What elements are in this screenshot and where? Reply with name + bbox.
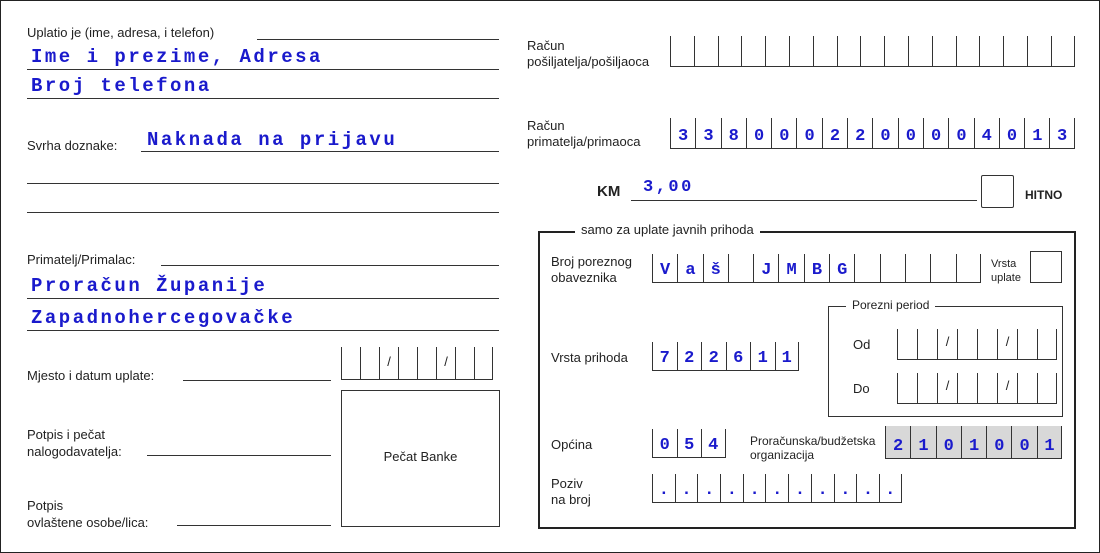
tax-id-char[interactable] <box>854 254 879 282</box>
recipient-account-digit[interactable]: 0 <box>872 118 897 148</box>
recipient-account-boxes[interactable] <box>670 118 1075 149</box>
period-from-separator: / <box>945 334 950 349</box>
municipality-digit[interactable]: 4 <box>701 429 726 457</box>
recipient-account-digit[interactable]: 3 <box>695 118 720 148</box>
tax-id-char[interactable]: B <box>804 254 829 282</box>
public-revenue-title: samo za uplate javnih prihoda <box>575 222 760 237</box>
amount-field[interactable]: 3,00 <box>643 178 694 197</box>
recipient-label-line <box>161 265 499 266</box>
auth-signature-label-2: ovlaštene osobe/lica: <box>27 515 149 530</box>
bank-stamp-box <box>341 390 500 527</box>
reference-char[interactable]: . <box>743 474 766 502</box>
date-cell[interactable] <box>455 347 474 379</box>
tax-id-label-2: obaveznika <box>551 270 617 285</box>
sender-account-label-2: pošiljatelja/pošiljaoca <box>527 54 650 69</box>
place-date-label: Mjesto i datum uplate: <box>27 368 155 383</box>
sender-account-digit[interactable] <box>932 36 956 66</box>
sender-account-digit[interactable] <box>813 36 837 66</box>
recipient-label: Primatelj/Primalac: <box>27 252 136 267</box>
client-signature-label-1: Potpis i pečat <box>27 427 106 442</box>
period-from-cell[interactable] <box>957 329 977 359</box>
recipient-account-label-1: Račun <box>527 118 565 133</box>
recipient-line2-field[interactable]: Zapadnohercegovačke <box>31 307 296 329</box>
reference-char[interactable]: . <box>834 474 857 502</box>
reference-char[interactable]: . <box>697 474 720 502</box>
reference-char[interactable]: . <box>811 474 834 502</box>
date-cell[interactable] <box>474 347 493 379</box>
recipient-account-digit[interactable]: 8 <box>721 118 746 148</box>
recipient-account-digit[interactable]: 0 <box>898 118 923 148</box>
purpose-label: Svrha doznake: <box>27 138 118 153</box>
sender-account-digit[interactable] <box>1003 36 1027 66</box>
urgent-checkbox[interactable] <box>981 175 1014 208</box>
tax-id-char[interactable]: M <box>778 254 803 282</box>
payer-line-2 <box>27 98 499 99</box>
period-to-cell[interactable] <box>977 373 997 403</box>
payment-type-box[interactable] <box>1030 251 1062 283</box>
period-from-boxes[interactable] <box>897 329 1057 360</box>
bank-stamp-label: Pečat Banke <box>383 449 458 464</box>
period-to-separator: / <box>1005 378 1010 393</box>
place-date-line <box>183 380 331 381</box>
revenue-type-boxes[interactable] <box>652 342 799 371</box>
purpose-field[interactable]: Naknada na prijavu <box>147 129 398 151</box>
revenue-type-digit[interactable]: 1 <box>750 342 775 370</box>
reference-char[interactable]: . <box>652 474 675 502</box>
revenue-type-digit[interactable]: 7 <box>652 342 677 370</box>
amount-line <box>631 200 977 201</box>
sender-account-digit[interactable] <box>956 36 980 66</box>
recipient-account-digit[interactable]: 1 <box>1024 118 1049 148</box>
sender-account-digit[interactable] <box>718 36 742 66</box>
recipient-account-digit[interactable]: 0 <box>771 118 796 148</box>
sender-account-digit[interactable] <box>765 36 789 66</box>
period-to-cell[interactable] <box>917 373 937 403</box>
date-boxes[interactable] <box>341 347 493 380</box>
tax-id-boxes[interactable] <box>652 254 981 283</box>
recipient-account-digit[interactable]: 2 <box>847 118 872 148</box>
tax-id-char[interactable] <box>905 254 930 282</box>
municipality-boxes[interactable] <box>652 429 726 458</box>
period-to-cell[interactable] <box>937 373 957 403</box>
sender-account-digit[interactable] <box>741 36 765 66</box>
period-from-cell[interactable] <box>917 329 937 359</box>
auth-signature-label-1: Potpis <box>27 498 64 513</box>
payer-label: Uplatio je (ime, adresa, i telefon) <box>27 25 215 40</box>
recipient-line-1 <box>27 298 499 299</box>
period-from-cell[interactable] <box>997 329 1017 359</box>
period-from-cell[interactable] <box>1037 329 1057 359</box>
recipient-line1-field[interactable]: Proračun Županije <box>31 275 268 297</box>
budget-org-digit[interactable]: 2 <box>885 426 910 458</box>
sender-account-digit[interactable] <box>1027 36 1051 66</box>
recipient-account-digit[interactable]: 3 <box>670 118 695 148</box>
municipality-digit[interactable]: 0 <box>652 429 677 457</box>
reference-char[interactable]: . <box>788 474 811 502</box>
sender-account-digit[interactable] <box>860 36 884 66</box>
reference-label-1: Poziv <box>551 476 583 491</box>
recipient-account-digit[interactable]: 0 <box>999 118 1024 148</box>
revenue-type-digit[interactable]: 6 <box>726 342 751 370</box>
tax-id-char[interactable]: š <box>703 254 728 282</box>
reference-label-2: na broj <box>551 492 591 507</box>
period-from-label: Od <box>853 337 871 352</box>
date-cell[interactable] <box>417 347 436 379</box>
date-cell[interactable]: / <box>379 347 398 379</box>
date-cell[interactable] <box>398 347 417 379</box>
tax-id-char[interactable] <box>930 254 955 282</box>
payer-label-line <box>257 39 499 40</box>
municipality-digit[interactable]: 5 <box>677 429 702 457</box>
recipient-account-digit[interactable]: 0 <box>923 118 948 148</box>
client-signature-line <box>147 455 331 456</box>
urgent-label: HITNO <box>1025 188 1063 202</box>
reference-char[interactable]: . <box>856 474 879 502</box>
budget-org-digit[interactable]: 1 <box>1037 426 1062 458</box>
recipient-account-label-2: primatelja/primaoca <box>527 134 641 149</box>
purpose-line-1 <box>141 151 499 152</box>
period-from-separator: / <box>1005 334 1010 349</box>
reference-char[interactable]: . <box>765 474 788 502</box>
tax-id-char[interactable]: J <box>753 254 778 282</box>
sender-account-digit[interactable] <box>908 36 932 66</box>
budget-org-digit[interactable]: 1 <box>910 426 935 458</box>
recipient-account-digit[interactable]: 4 <box>974 118 999 148</box>
recipient-account-digit[interactable]: 0 <box>796 118 821 148</box>
auth-signature-line <box>177 525 331 526</box>
reference-char[interactable]: . <box>675 474 698 502</box>
municipality-label: Općina <box>551 437 593 452</box>
tax-id-char[interactable]: a <box>677 254 702 282</box>
period-from-cell[interactable] <box>897 329 917 359</box>
payment-type-label-2: uplate <box>991 272 1021 284</box>
revenue-type-digit[interactable]: 1 <box>775 342 800 370</box>
client-signature-label-2: nalogodavatelja: <box>27 444 122 459</box>
payer-phone-field[interactable]: Broj telefona <box>31 75 212 97</box>
date-cell[interactable] <box>360 347 379 379</box>
recipient-account-digit[interactable]: 3 <box>1049 118 1074 148</box>
period-from-cell[interactable] <box>977 329 997 359</box>
budget-org-digit[interactable]: 0 <box>986 426 1011 458</box>
revenue-type-digit[interactable]: 2 <box>677 342 702 370</box>
payer-line-1 <box>27 69 499 70</box>
period-to-cell[interactable] <box>1017 373 1037 403</box>
period-to-cell[interactable] <box>997 373 1017 403</box>
period-to-label: Do <box>853 381 870 396</box>
reference-char[interactable]: . <box>879 474 902 502</box>
date-cell[interactable]: / <box>436 347 455 379</box>
tax-id-char[interactable] <box>880 254 905 282</box>
period-to-cell[interactable] <box>1037 373 1057 403</box>
sender-account-digit[interactable] <box>694 36 718 66</box>
sender-account-digit[interactable] <box>670 36 694 66</box>
payer-name-field[interactable]: Ime i prezime, Adresa <box>31 46 323 68</box>
reference-boxes[interactable] <box>652 474 902 503</box>
recipient-account-digit[interactable]: 2 <box>822 118 847 148</box>
sender-account-digit[interactable] <box>789 36 813 66</box>
sender-account-label-1: Račun <box>527 38 565 53</box>
revenue-type-label: Vrsta prihoda <box>551 350 628 365</box>
period-to-cell[interactable] <box>897 373 917 403</box>
period-from-cell[interactable] <box>937 329 957 359</box>
sender-account-digit[interactable] <box>1051 36 1075 66</box>
purpose-line-3 <box>27 212 499 213</box>
period-from-cell[interactable] <box>1017 329 1037 359</box>
budget-org-digit[interactable]: 1 <box>961 426 986 458</box>
reference-char[interactable]: . <box>720 474 743 502</box>
sender-account-digit[interactable] <box>837 36 861 66</box>
period-to-separator: / <box>945 378 950 393</box>
budget-org-boxes[interactable] <box>885 426 1062 459</box>
purpose-line-2 <box>27 183 499 184</box>
tax-id-label-1: Broj poreznog <box>551 254 632 269</box>
tax-id-char[interactable] <box>956 254 981 282</box>
tax-id-char[interactable] <box>728 254 753 282</box>
budget-org-label-2: organizacija <box>750 448 815 462</box>
sender-account-boxes[interactable] <box>670 36 1075 67</box>
budget-org-digit[interactable]: 0 <box>936 426 961 458</box>
period-to-boxes[interactable] <box>897 373 1057 404</box>
sender-account-digit[interactable] <box>979 36 1003 66</box>
currency-label: KM <box>597 183 621 200</box>
date-cell[interactable] <box>341 347 360 379</box>
tax-id-char[interactable]: V <box>652 254 677 282</box>
sender-account-digit[interactable] <box>884 36 908 66</box>
recipient-account-digit[interactable]: 0 <box>948 118 973 148</box>
period-to-cell[interactable] <box>957 373 977 403</box>
budget-org-digit[interactable]: 0 <box>1011 426 1036 458</box>
recipient-line-2 <box>27 330 499 331</box>
budget-org-label-1: Proračunska/budžetska <box>750 434 876 448</box>
tax-id-char[interactable]: G <box>829 254 854 282</box>
payment-type-label-1: Vrsta <box>991 258 1017 270</box>
tax-period-title: Porezni period <box>846 298 935 312</box>
revenue-type-digit[interactable]: 2 <box>701 342 726 370</box>
recipient-account-digit[interactable]: 0 <box>746 118 771 148</box>
